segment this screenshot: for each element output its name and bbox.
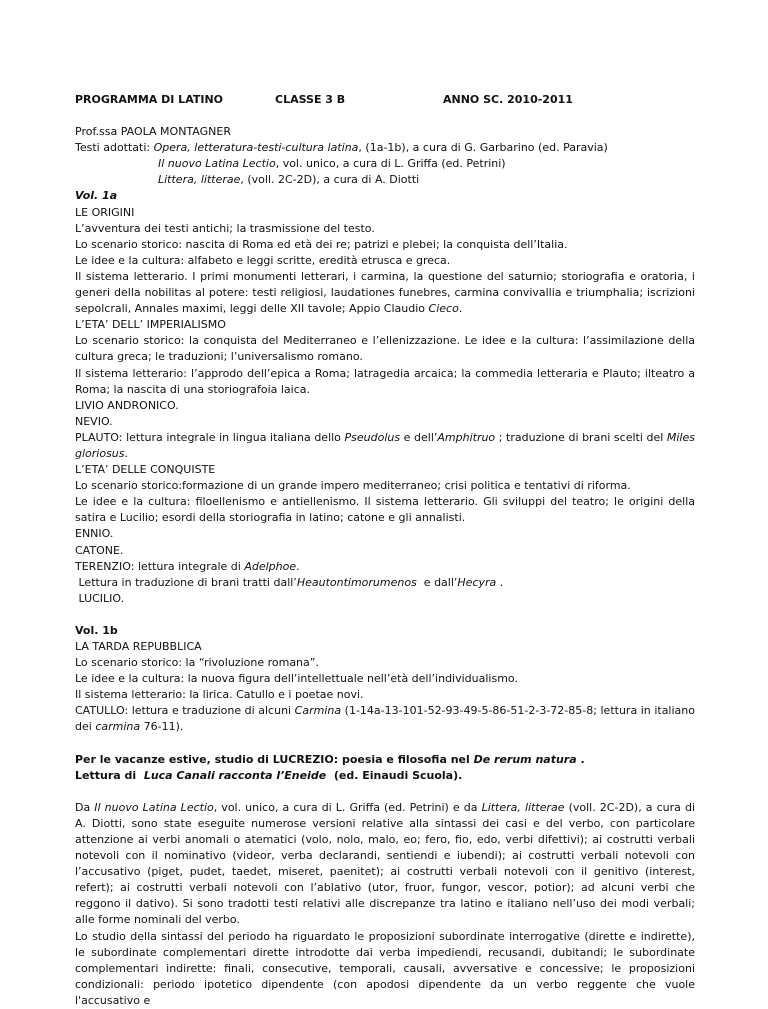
subject-title: PROGRAMMA DI LATINO <box>75 93 224 106</box>
paragraph: Le idee e la cultura: la nuova figura dell’intellettuale nell’età dell’individualismo. <box>75 672 518 686</box>
paragraph: Le idee e la cultura: filoellenismo e antiellenismo. Il sistema letterario. Gli sviluppi del teatro; le origini della satira e Lucilio; esordi della storiografia in latino; catone e gli annalisti. <box>75 495 695 525</box>
summer-assignment: Per le vacanze estive, studio di LUCREZIO: poesia e filosofia nel De rerum natura . <box>75 752 585 766</box>
vol-1b-heading: Vol. 1b <box>75 623 118 637</box>
paragraph: L’avventura dei testi antichi; la trasmissione del testo. <box>75 221 375 235</box>
vol-1a-heading: Vol. 1a <box>75 189 118 203</box>
paragraph: Il sistema letterario: l’approdo dell’epica a Roma; latragedia arcaica; la commedia letteraria e Plauto; ilteatro a Roma; la nascita di una storiografoia laica. <box>75 366 695 396</box>
paragraph: Il sistema letterario: la lirica. Catullo e i poetae novi. <box>75 688 364 702</box>
grammar-paragraph: Da Il nuovo Latina Lectio, vol. unico, a cura di L. Griffa (ed. Petrini) e da Littera, litterae (voll. 2C-2D), a cura di A. Diotti, sono state eseguite numerose versioni relative alla sintassi dei casi e del verbo, con particolare attenzione ai verbi anomali o atematici (volo, nolo, malo, eo; fero, fio, edo, verbi difettivi); ai costrutti verbali notevoli con il nominativo (videor, verba declarandi, sentiendi e iubendi); ai costrutti verbali notevoli con l’accusativo (piget, pudet, taedet, miseret, paenitet); ai costrutti verbali notevoli con il genitivo (interest, refert); ai costrutti verbali notevoli con l’ablativo (utor, fruor, fungor, vescor, potior); ad alcuni verbi che reggono il dativo). Si sono tradotti testi relativi alle discrepanze tra latino e italiano nell’uso dei modi verbali; alle forme nominali del verbo. <box>75 800 695 927</box>
section-tarda-repubblica: LA TARDA REPUBBLICA <box>75 640 202 653</box>
document-header <box>75 92 695 108</box>
author-livio: LIVIO ANDRONICO. <box>75 398 179 412</box>
paragraph: Lo scenario storico: la conquista del Mediterraneo e l’ellenizzazione. Le idee e la cultura: l’assimilazione della cultura greca; le traduzioni; l’universalismo romano. <box>75 334 695 364</box>
author-ennio: ENNIO. <box>75 527 114 541</box>
author-catone: CATONE. <box>75 543 124 557</box>
author-nevio: NEVIO. <box>75 414 113 428</box>
author-catullo: CATULLO: lettura e traduzione di alcuni Carmina (1-14a-13-101-52-93-49-5-86-51-2-3-72-85-8; lettura in italiano dei carmina 76-11). <box>75 704 695 734</box>
paragraph: Le idee e la cultura: alfabeto e leggi scritte, eredità etrusca e greca. <box>75 253 451 267</box>
author-lucilio: LUCILIO. <box>75 591 125 605</box>
class-label: CLASSE 3 B <box>275 93 346 106</box>
syntax-paragraph: Lo studio della sintassi del periodo ha riguardato le proposizioni subordinate interrogative (dirette e indirette), le subordinate complementari dirette introdotte dai verba impediendi, recusandi, dubitandi; le subordinate complementari indirette: finali, consecutive, temporali, causali, avversative e concessive; le proposizioni condizionali: periodo ipotetico dipendente (con apodosi dipendente da un verbo reggente che vuole l'accusativo e <box>75 929 695 1007</box>
paragraph: Il sistema letterario. I primi monumenti letterari, i carmina, la questione del saturnio; storiografia e oratoria, i generi della nobilitas al potere: testi religiosi, laudationes funebres, carmina convivallia e triumphalia; iscrizioni sepolcrali, Annales maximi, leggi delle XII tavole; Appio Claudio Cieco. <box>75 269 695 316</box>
section-origini: LE ORIGINI <box>75 205 135 219</box>
textbook-line-2: Il nuovo Latina Lectio, vol. unico, a cura di L. Griffa (ed. Petrini) <box>158 157 506 171</box>
section-conquiste: L’ETA’ DELLE CONQUISTE <box>75 463 216 477</box>
terenzio-translations: Lettura in traduzione di brani tratti dall’Heautontimorumenos e dall’Hecyra . <box>75 575 504 589</box>
school-year: ANNO SC. 2010-2011 <box>443 93 573 106</box>
paragraph: Lo scenario storico: nascita di Roma ed età dei re; patrizi e plebei; la conquista dell’Italia. <box>75 237 568 251</box>
author-plauto: PLAUTO: lettura integrale in lingua italiana dello Pseudolus e dell’Amphitruo ; traduzione di brani scelti del Miles gloriosus. <box>75 430 695 460</box>
paragraph: Lo scenario storico:formazione di un grande impero mediterraneo; crisi politica e tentativi di riforma. <box>75 479 631 493</box>
paragraph: Lo scenario storico: la “rivoluzione romana”. <box>75 656 319 670</box>
document-page <box>75 92 695 1009</box>
section-imperialismo: L’ETA’ DELL’ IMPERIALISMO <box>75 318 226 332</box>
textbook-line-3: Littera, litterae, (voll. 2C-2D), a cura di A. Diotti <box>158 173 420 187</box>
teacher-name: Prof.ssa PAOLA MONTAGNER <box>75 125 231 139</box>
summer-reading: Lettura di Luca Canali racconta l’Eneide (ed. Einaudi Scuola). <box>75 768 463 782</box>
textbook-line-1: Testi adottati: Opera, letteratura-testi-cultura latina, (1a-1b), a cura di G. Garbarino (ed. Paravia) <box>75 141 608 155</box>
author-terenzio: TERENZIO: lettura integrale di Adelphoe. <box>75 559 300 573</box>
